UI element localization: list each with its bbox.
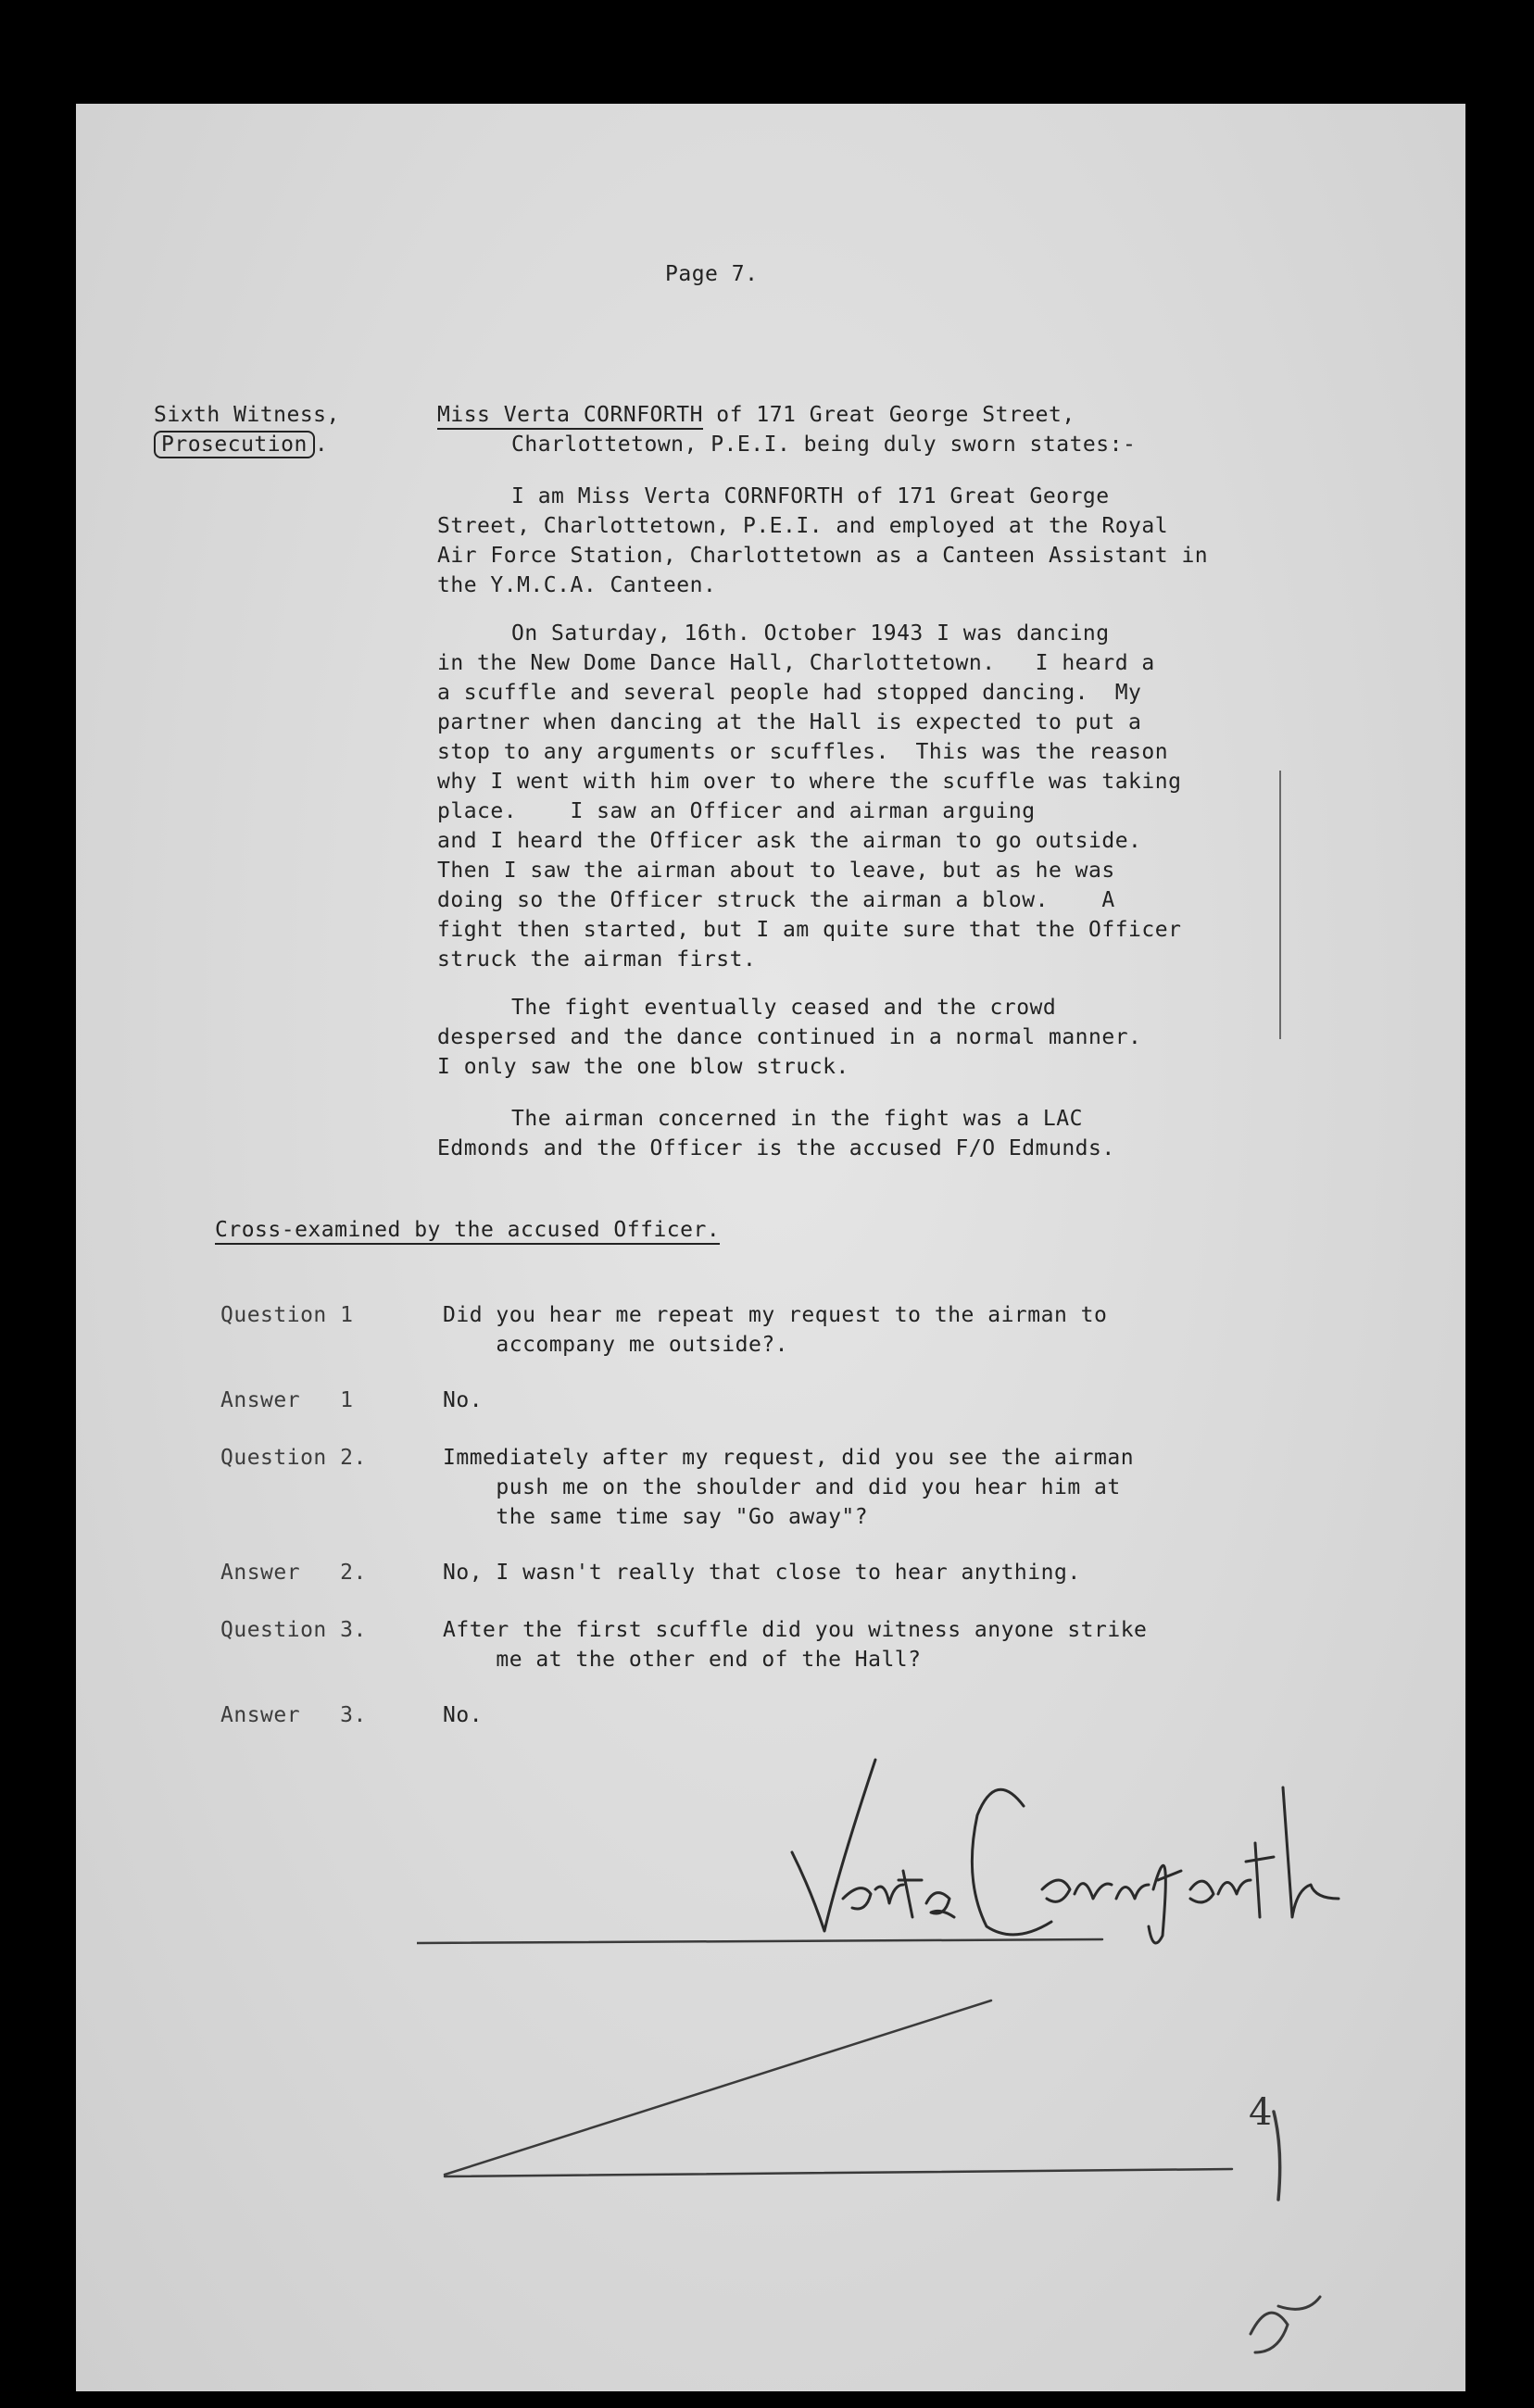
page-number: Page 7.: [665, 262, 759, 286]
qa-line: After the first scuffle did you witness anyone strike: [443, 1618, 1148, 1642]
statement-line: On Saturday, 16th. October 1943 I was dancing: [511, 621, 1110, 646]
witness-party: [154, 430, 328, 459]
witness-name: Miss Verta CORNFORTH: [437, 403, 703, 430]
qa-line: me at the other end of the Hall?: [443, 1648, 922, 1672]
qa-label: Answer 1: [220, 1388, 354, 1412]
witness-heading-line2: Charlottetown, P.E.I. being duly sworn states:-: [511, 433, 1137, 457]
statement-line: and I heard the Officer ask the airman to go outside.: [437, 829, 1142, 853]
witness-label: Sixth Witness,: [154, 403, 340, 427]
diagonal-stroke: [445, 2000, 991, 2175]
qa-line: Immediately after my request, did you see the airman: [443, 1446, 1135, 1470]
qa-line: push me on the shoulder and did you hear him at: [443, 1475, 1121, 1499]
qa-text: [443, 1558, 1081, 1587]
statement-paragraph-4: [437, 1104, 1115, 1163]
statement-line: The airman concerned in the fight was a LAC: [511, 1107, 1083, 1131]
statement-line: doing so the Officer struck the airman a blow. A: [437, 888, 1115, 912]
statement-line: fight then started, but I am quite sure that the Officer: [437, 918, 1182, 942]
signature-underline: [417, 1939, 1102, 1943]
statement-line: place. I saw an Officer and airman arguing: [437, 799, 1036, 823]
witness-party-box: Prosecution: [154, 431, 315, 458]
witness-heading: [437, 400, 1075, 430]
statement-line: the Y.M.C.A. Canteen.: [437, 573, 717, 597]
statement-paragraph-2: [437, 619, 1181, 974]
qa-text: [443, 1386, 483, 1415]
qa-line: No, I wasn't really that close to hear anything.: [443, 1561, 1081, 1585]
statement-line: partner when dancing at the Hall is expected to put a: [437, 710, 1142, 734]
witness-party-suffix: .: [314, 433, 329, 457]
cross-exam-heading-text: Cross-examined by the accused Officer.: [215, 1218, 720, 1245]
statement-line: I only saw the one blow struck.: [437, 1055, 849, 1079]
qa-line: No.: [443, 1388, 484, 1412]
bottom-rule: [445, 2169, 1232, 2176]
qa-text: [443, 1300, 1107, 1360]
qa-label: Question 1: [220, 1303, 354, 1327]
witness-heading-rest: of 171 Great George Street,: [702, 403, 1075, 427]
statement-line: struck the airman first.: [437, 947, 757, 972]
statement-paragraph-1: [437, 482, 1208, 600]
statement-line: a scuffle and several people had stopped dancing. My: [437, 681, 1142, 705]
statement-line: Street, Charlottetown, P.E.I. and employed at the Royal: [437, 514, 1169, 538]
margin-tick: [1274, 2112, 1280, 2200]
margin-page-mark: 4: [1249, 2091, 1273, 2134]
cross-exam-heading: [215, 1215, 720, 1245]
qa-line: Did you hear me repeat my request to the airman to: [443, 1303, 1108, 1327]
statement-line: I am Miss Verta CORNFORTH of 171 Great George: [511, 484, 1110, 508]
qa-line: No.: [443, 1703, 484, 1727]
statement-line: Air Force Station, Charlottetown as a Canteen Assistant in: [437, 544, 1209, 568]
qa-label: Answer 3.: [220, 1703, 367, 1727]
qa-text: [443, 1700, 483, 1730]
statement-line: why I went with him over to where the scuffle was taking: [437, 770, 1182, 794]
qa-label: Answer 2.: [220, 1561, 367, 1585]
bottom-signature-lines: [417, 1926, 1389, 2389]
signature-verta-cornforth: [783, 1732, 1357, 1945]
qa-label: Question 3.: [220, 1618, 367, 1642]
statement-line: The fight eventually ceased and the crowd: [511, 996, 1057, 1020]
qa-line: accompany me outside?.: [443, 1333, 789, 1357]
statement-line: Then I saw the airman about to leave, but as he was: [437, 859, 1115, 883]
margin-bracket-mark: [1271, 771, 1289, 1048]
statement-line: in the New Dome Dance Hall, Charlottetown. I heard a: [437, 651, 1155, 675]
statement-line: Edmonds and the Officer is the accused F/O Edmunds.: [437, 1136, 1115, 1160]
initials-scribble: [1251, 2297, 1320, 2352]
statement-paragraph-3: [437, 993, 1141, 1082]
qa-line: the same time say "Go away"?: [443, 1505, 869, 1529]
statement-line: stop to any arguments or scuffles. This was the reason: [437, 740, 1169, 764]
qa-label: Question 2.: [220, 1446, 367, 1470]
statement-line: despersed and the dance continued in a normal manner.: [437, 1025, 1142, 1049]
qa-text: [443, 1615, 1147, 1674]
qa-text: [443, 1443, 1134, 1532]
